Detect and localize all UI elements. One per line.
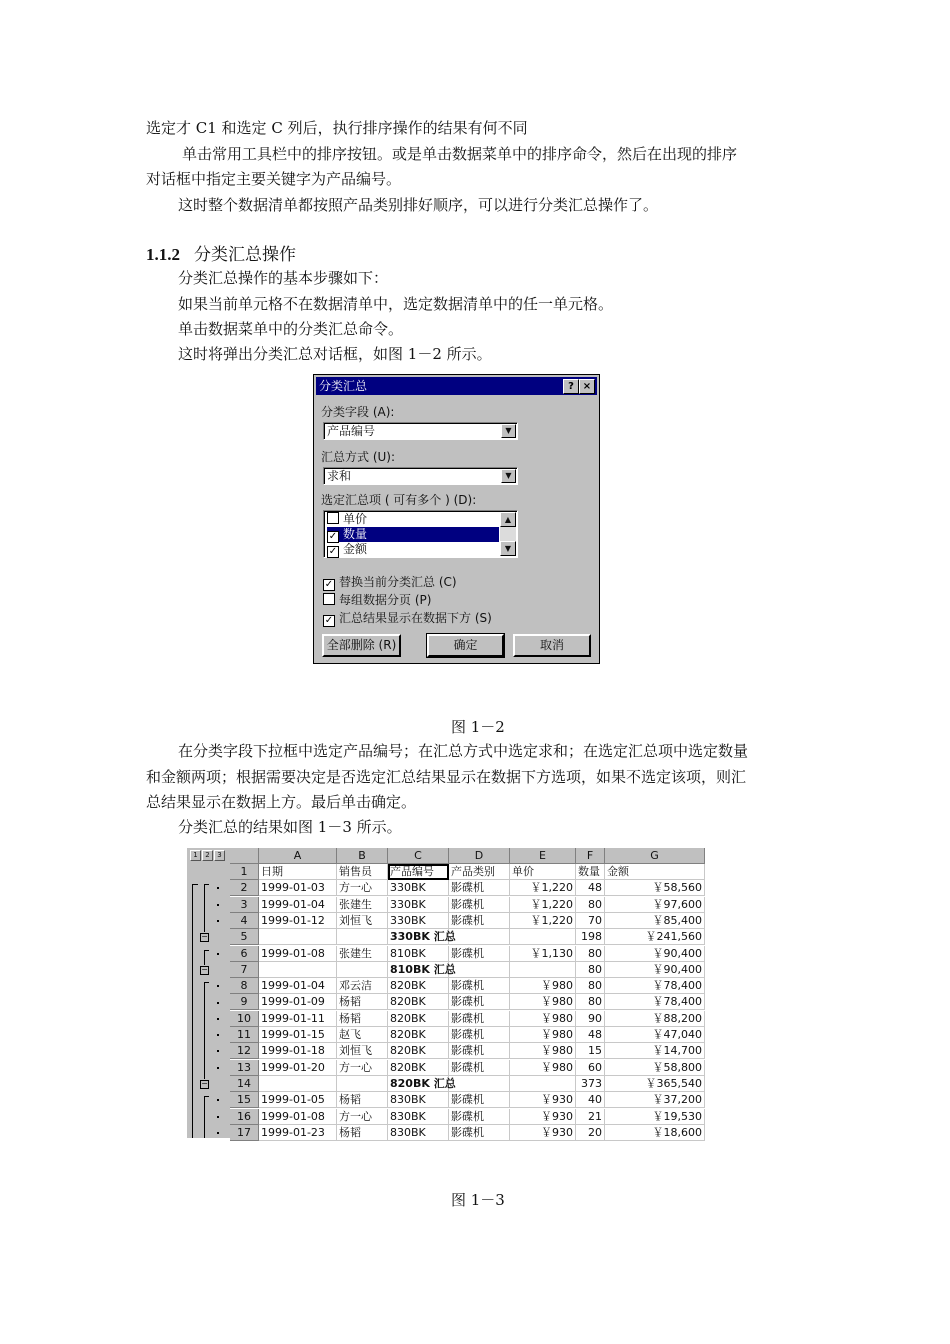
paragraph-result-intro: 分类汇总的结果如图 1－3 所示。 bbox=[178, 818, 402, 836]
section-title: 分类汇总操作 bbox=[194, 245, 296, 265]
table-cell[interactable]: ￥980 bbox=[510, 1060, 576, 1076]
table-cell[interactable]: 影碟机 bbox=[449, 897, 510, 913]
table-cell[interactable]: 820BK bbox=[388, 1043, 449, 1059]
table-cell[interactable] bbox=[510, 962, 576, 978]
table-cell[interactable]: ￥18,600 bbox=[605, 1125, 705, 1141]
list-item[interactable] bbox=[327, 512, 499, 527]
paragraph-step1: 如果当前单元格不在数据清单中，选定数据清单中的任一单元格。 bbox=[178, 295, 614, 313]
table-cell[interactable]: ￥930 bbox=[510, 1125, 576, 1141]
table-cell[interactable]: 90 bbox=[576, 1011, 605, 1027]
column-header[interactable]: A bbox=[259, 848, 337, 864]
figure-caption-1-2: 图 1－2 bbox=[451, 718, 505, 736]
column-header[interactable]: G bbox=[605, 848, 705, 864]
table-cell[interactable]: 20 bbox=[576, 1125, 605, 1141]
table-cell[interactable] bbox=[449, 962, 510, 978]
outline-level-button[interactable]: 2 bbox=[202, 850, 213, 861]
below-option-label: 汇总结果显示在数据下方 (S) bbox=[339, 611, 492, 625]
outline-bracket bbox=[204, 950, 205, 965]
table-cell[interactable]: 方一心 bbox=[337, 1109, 388, 1125]
table-cell[interactable]: 330BK bbox=[388, 880, 449, 896]
table-cell[interactable]: 杨韬 bbox=[337, 1125, 388, 1141]
outline-detail-dot bbox=[217, 1067, 219, 1069]
paragraph-sorted-result: 这时整个数据清单都按照产品类别排好顺序，可以进行分类汇总操作了。 bbox=[178, 196, 659, 214]
outline-detail-dot bbox=[217, 1116, 219, 1118]
header-cell[interactable]: 产品类别 bbox=[449, 864, 510, 880]
table-cell[interactable]: 21 bbox=[576, 1109, 605, 1125]
table-cell[interactable]: 刘恒飞 bbox=[337, 1043, 388, 1059]
table-cell[interactable]: 830BK bbox=[388, 1109, 449, 1125]
outline-bracket bbox=[204, 1096, 205, 1138]
table-cell[interactable]: 820BK bbox=[388, 1060, 449, 1076]
pagebreak-option[interactable] bbox=[323, 591, 431, 608]
table-cell[interactable]: 830BK bbox=[388, 1092, 449, 1108]
table-cell[interactable] bbox=[337, 929, 388, 945]
replace-option[interactable] bbox=[323, 573, 457, 591]
table-cell[interactable]: 830BK bbox=[388, 1125, 449, 1141]
method-dropdown[interactable] bbox=[323, 467, 518, 485]
column-header[interactable]: C bbox=[388, 848, 449, 864]
checkbox-unchecked-icon[interactable] bbox=[327, 512, 339, 524]
chevron-down-icon[interactable]: ▼ bbox=[501, 469, 516, 483]
row-header[interactable]: 14 bbox=[230, 1076, 259, 1092]
row-header[interactable]: 12 bbox=[230, 1043, 259, 1059]
below-option[interactable] bbox=[323, 609, 492, 627]
table-cell[interactable]: 48 bbox=[576, 1027, 605, 1043]
table-cell[interactable]: ￥365,540 bbox=[605, 1076, 705, 1092]
table-cell[interactable]: 330BK bbox=[388, 913, 449, 929]
column-header[interactable]: D bbox=[449, 848, 510, 864]
items-label: 选定汇总项 ( 可有多个 ) (D): bbox=[321, 493, 477, 507]
table-cell[interactable]: 影碟机 bbox=[449, 1092, 510, 1108]
scroll-down-icon[interactable]: ▼ bbox=[500, 541, 516, 556]
outline-detail-dot bbox=[217, 1018, 219, 1020]
row-header[interactable]: 1 bbox=[230, 864, 259, 880]
table-cell[interactable]: 刘恒飞 bbox=[337, 913, 388, 929]
table-cell[interactable]: ￥85,400 bbox=[605, 913, 705, 929]
list-item[interactable] bbox=[327, 527, 499, 542]
row-header[interactable]: 15 bbox=[230, 1092, 259, 1108]
table-cell[interactable]: ￥980 bbox=[510, 1011, 576, 1027]
checkbox-unchecked-icon[interactable] bbox=[323, 593, 335, 605]
table-cell[interactable]: 张建生 bbox=[337, 946, 388, 962]
table-cell[interactable]: 198 bbox=[576, 929, 605, 945]
checkbox-checked-icon[interactable]: ✓ bbox=[324, 579, 334, 590]
table-cell[interactable]: 1999-01-04 bbox=[259, 897, 337, 913]
column-header[interactable]: B bbox=[337, 848, 388, 864]
outline-detail-dot bbox=[217, 1050, 219, 1052]
outline-detail-dot bbox=[217, 904, 219, 906]
table-cell[interactable]: ￥78,400 bbox=[605, 994, 705, 1010]
table-cell[interactable]: ￥88,200 bbox=[605, 1011, 705, 1027]
subtotal-dialog bbox=[313, 374, 600, 664]
table-cell[interactable]: 1999-01-11 bbox=[259, 1011, 337, 1027]
paragraph-instructions-line3: 总结果显示在数据上方。最后单击确定。 bbox=[146, 793, 417, 811]
collapse-group-icon[interactable]: − bbox=[201, 932, 208, 942]
table-cell[interactable]: 15 bbox=[576, 1043, 605, 1059]
table-cell[interactable]: ￥980 bbox=[510, 1027, 576, 1043]
table-cell[interactable] bbox=[337, 962, 388, 978]
row-header[interactable]: 4 bbox=[230, 913, 259, 929]
row-header[interactable]: 3 bbox=[230, 897, 259, 913]
table-cell[interactable]: ￥19,530 bbox=[605, 1109, 705, 1125]
outline-detail-dot bbox=[217, 920, 219, 922]
table-cell[interactable] bbox=[510, 929, 576, 945]
outline-bracket bbox=[204, 982, 205, 1079]
table-cell[interactable]: 80 bbox=[576, 962, 605, 978]
table-cell[interactable]: 330BK bbox=[388, 897, 449, 913]
table-cell[interactable]: 赵飞 bbox=[337, 1027, 388, 1043]
help-button[interactable]: ? bbox=[563, 379, 579, 394]
table-cell[interactable]: ￥58,800 bbox=[605, 1060, 705, 1076]
table-cell[interactable]: 1999-01-09 bbox=[259, 994, 337, 1010]
paragraph-step2: 单击数据菜单中的分类汇总命令。 bbox=[178, 320, 404, 338]
table-cell[interactable]: 820BK bbox=[388, 978, 449, 994]
table-cell[interactable]: 1999-01-12 bbox=[259, 913, 337, 929]
paragraph-sort-line2: 对话框中指定主要关键字为产品编号。 bbox=[146, 170, 402, 188]
cancel-button[interactable]: 取消 bbox=[513, 634, 591, 657]
table-cell[interactable]: 影碟机 bbox=[449, 1043, 510, 1059]
table-cell[interactable]: 820BK 汇总 bbox=[390, 1076, 456, 1090]
table-cell[interactable]: ￥1,220 bbox=[510, 897, 576, 913]
table-cell[interactable]: 1999-01-08 bbox=[259, 1109, 337, 1125]
table-cell[interactable] bbox=[259, 929, 337, 945]
paragraph-steps-intro: 分类汇总操作的基本步骤如下： bbox=[178, 269, 389, 287]
header-cell[interactable]: 产品编号 bbox=[388, 864, 449, 880]
row-header[interactable]: 13 bbox=[230, 1060, 259, 1076]
table-cell[interactable]: 影碟机 bbox=[449, 880, 510, 896]
outline-gutter bbox=[187, 848, 230, 1138]
table-cell[interactable]: ￥241,560 bbox=[605, 929, 705, 945]
outline-detail-dot bbox=[217, 953, 219, 955]
list-item[interactable] bbox=[327, 542, 499, 557]
table-cell[interactable]: 影碟机 bbox=[449, 1011, 510, 1027]
table-cell[interactable]: 影碟机 bbox=[449, 946, 510, 962]
checkbox-checked-icon[interactable]: ✓ bbox=[328, 546, 338, 557]
chevron-down-icon[interactable]: ▼ bbox=[501, 424, 516, 438]
table-cell[interactable]: 张建生 bbox=[337, 897, 388, 913]
list-item-label: 单价 bbox=[343, 512, 368, 526]
field-dropdown[interactable] bbox=[323, 422, 518, 440]
table-cell[interactable]: 40 bbox=[576, 1092, 605, 1108]
paragraph-instructions-line2: 和金额两项；根据需要决定是否选定汇总结果显示在数据下方选项，如果不选定该项，则汇 bbox=[146, 768, 747, 786]
table-cell[interactable]: 杨韬 bbox=[337, 1092, 388, 1108]
table-cell[interactable]: 80 bbox=[576, 897, 605, 913]
table-cell[interactable]: 820BK bbox=[388, 994, 449, 1010]
table-cell[interactable] bbox=[259, 962, 337, 978]
table-cell[interactable]: 810BK bbox=[388, 946, 449, 962]
remove-all-button[interactable]: 全部删除 (R) bbox=[322, 634, 401, 657]
list-scrollbar[interactable] bbox=[500, 512, 516, 556]
column-header[interactable]: E bbox=[510, 848, 576, 864]
scroll-up-icon[interactable]: ▲ bbox=[500, 512, 516, 527]
table-cell[interactable]: ￥97,600 bbox=[605, 897, 705, 913]
table-cell[interactable]: 邓云洁 bbox=[337, 978, 388, 994]
section-heading bbox=[146, 240, 296, 265]
outline-detail-dot bbox=[217, 1132, 219, 1134]
table-cell[interactable]: ￥930 bbox=[510, 1092, 576, 1108]
paragraph-question: 选定才 C1 和选定 C 列后，执行排序操作的结果有何不同 bbox=[146, 119, 528, 137]
table-cell[interactable]: ￥1,220 bbox=[510, 880, 576, 896]
row-header[interactable]: 11 bbox=[230, 1027, 259, 1043]
table-cell[interactable]: 影碟机 bbox=[449, 1109, 510, 1125]
table-cell[interactable]: 80 bbox=[576, 978, 605, 994]
row-header[interactable]: 5 bbox=[230, 929, 259, 945]
table-cell[interactable]: ￥90,400 bbox=[605, 946, 705, 962]
table-cell[interactable]: 1999-01-15 bbox=[259, 1027, 337, 1043]
collapse-group-icon[interactable]: − bbox=[201, 964, 208, 974]
table-cell[interactable]: ￥78,400 bbox=[605, 978, 705, 994]
header-cell[interactable]: 日期 bbox=[259, 864, 337, 880]
list-item-label: 数量 bbox=[343, 527, 368, 541]
table-cell[interactable]: 方一心 bbox=[337, 1060, 388, 1076]
pagebreak-option-label: 每组数据分页 (P) bbox=[339, 593, 432, 607]
table-cell[interactable]: ￥930 bbox=[510, 1109, 576, 1125]
table-cell[interactable]: 影碟机 bbox=[449, 994, 510, 1010]
row-header[interactable]: 8 bbox=[230, 978, 259, 994]
table-cell[interactable]: 1999-01-23 bbox=[259, 1125, 337, 1141]
subtotal-spreadsheet bbox=[187, 848, 705, 1138]
items-listbox[interactable] bbox=[323, 510, 518, 558]
table-cell[interactable] bbox=[449, 1076, 510, 1092]
outline-detail-dot bbox=[217, 985, 219, 987]
table-cell[interactable]: 1999-01-08 bbox=[259, 946, 337, 962]
header-cell[interactable]: 数量 bbox=[576, 864, 605, 880]
outline-bracket bbox=[204, 884, 205, 932]
table-cell[interactable]: 810BK 汇总 bbox=[390, 962, 456, 976]
outline-bracket bbox=[192, 884, 193, 1138]
outline-level-button[interactable]: 1 bbox=[190, 850, 201, 861]
row-header[interactable]: 17 bbox=[230, 1125, 259, 1141]
table-cell[interactable]: 330BK 汇总 bbox=[390, 930, 456, 944]
row-header[interactable]: 9 bbox=[230, 994, 259, 1010]
table-cell[interactable]: 820BK bbox=[388, 1011, 449, 1027]
section-number: 1.1.2 bbox=[146, 245, 180, 264]
paragraph-step3: 这时将弹出分类汇总对话框，如图 1－2 所示。 bbox=[178, 345, 492, 363]
table-cell[interactable]: 1999-01-20 bbox=[259, 1060, 337, 1076]
table-cell[interactable]: 影碟机 bbox=[449, 1125, 510, 1141]
table-cell[interactable]: 影碟机 bbox=[449, 1027, 510, 1043]
table-cell[interactable]: 373 bbox=[576, 1076, 605, 1092]
row-header[interactable]: 2 bbox=[230, 880, 259, 896]
table-cell[interactable]: ￥1,130 bbox=[510, 946, 576, 962]
table-cell[interactable]: 1999-01-04 bbox=[259, 978, 337, 994]
close-button[interactable]: × bbox=[579, 379, 595, 394]
outline-detail-dot bbox=[217, 1034, 219, 1036]
table-cell[interactable] bbox=[259, 1076, 337, 1092]
method-dropdown-value: 求和 bbox=[327, 469, 352, 483]
table-cell[interactable]: 80 bbox=[576, 994, 605, 1010]
table-cell[interactable]: 1999-01-03 bbox=[259, 880, 337, 896]
table-cell[interactable]: 方一心 bbox=[337, 880, 388, 896]
paragraph-sort-line1: 单击常用工具栏中的排序按钮。或是单击数据菜单中的排序命令，然后在出现的排序 bbox=[182, 145, 738, 163]
checkbox-checked-icon[interactable]: ✓ bbox=[324, 615, 334, 626]
row-header[interactable]: 10 bbox=[230, 1011, 259, 1027]
table-cell[interactable]: 杨韬 bbox=[337, 994, 388, 1010]
table-cell[interactable]: 60 bbox=[576, 1060, 605, 1076]
dialog-titlebar bbox=[316, 377, 597, 395]
outline-level-button[interactable]: 3 bbox=[214, 850, 225, 861]
figure-caption-1-3: 图 1－3 bbox=[451, 1191, 505, 1209]
outline-detail-dot bbox=[217, 1099, 219, 1101]
table-cell[interactable]: ￥980 bbox=[510, 1043, 576, 1059]
table-cell[interactable] bbox=[510, 1076, 576, 1092]
table-cell[interactable]: ￥90,400 bbox=[605, 962, 705, 978]
table-cell[interactable]: ￥58,560 bbox=[605, 880, 705, 896]
outline-detail-dot bbox=[217, 1002, 219, 1004]
table-cell[interactable]: ￥980 bbox=[510, 994, 576, 1010]
table-cell[interactable]: 1999-01-05 bbox=[259, 1092, 337, 1108]
paragraph-instructions-line1: 在分类字段下拉框中选定产品编号；在汇总方式中选定求和；在选定汇总项中选定数量 bbox=[178, 742, 749, 760]
column-header[interactable]: F bbox=[576, 848, 605, 864]
table-cell[interactable] bbox=[449, 929, 510, 945]
list-item-label: 金额 bbox=[343, 542, 368, 556]
table-cell[interactable]: 影碟机 bbox=[449, 913, 510, 929]
field-label: 分类字段 (A): bbox=[321, 405, 395, 419]
table-cell[interactable]: 1999-01-18 bbox=[259, 1043, 337, 1059]
replace-option-label: 替换当前分类汇总 (C) bbox=[339, 575, 457, 589]
table-cell[interactable]: 820BK bbox=[388, 1027, 449, 1043]
table-cell[interactable] bbox=[337, 1076, 388, 1092]
table-cell[interactable]: ￥37,200 bbox=[605, 1092, 705, 1108]
field-dropdown-value: 产品编号 bbox=[327, 424, 376, 438]
method-label: 汇总方式 (U): bbox=[321, 450, 396, 464]
header-cell[interactable]: 销售员 bbox=[337, 864, 388, 880]
table-cell[interactable]: ￥47,040 bbox=[605, 1027, 705, 1043]
ok-button[interactable]: 确定 bbox=[427, 634, 504, 657]
row-header[interactable]: 16 bbox=[230, 1109, 259, 1125]
collapse-group-icon[interactable]: − bbox=[201, 1079, 208, 1089]
header-cell[interactable]: 金额 bbox=[605, 864, 705, 880]
row-header[interactable]: 6 bbox=[230, 946, 259, 962]
table-cell[interactable]: ￥980 bbox=[510, 978, 576, 994]
outline-detail-dot bbox=[217, 887, 219, 889]
table-cell[interactable]: 48 bbox=[576, 880, 605, 896]
table-cell[interactable]: 杨韬 bbox=[337, 1011, 388, 1027]
table-cell[interactable]: ￥14,700 bbox=[605, 1043, 705, 1059]
table-cell[interactable]: ￥1,220 bbox=[510, 913, 576, 929]
table-cell[interactable]: 70 bbox=[576, 913, 605, 929]
table-cell[interactable]: 影碟机 bbox=[449, 1060, 510, 1076]
table-cell[interactable]: 80 bbox=[576, 946, 605, 962]
select-all-corner[interactable] bbox=[230, 848, 259, 864]
checkbox-checked-icon[interactable]: ✓ bbox=[328, 531, 338, 542]
dialog-title: 分类汇总 bbox=[319, 379, 368, 393]
header-cell[interactable]: 单价 bbox=[510, 864, 576, 880]
row-header[interactable]: 7 bbox=[230, 962, 259, 978]
table-cell[interactable]: 影碟机 bbox=[449, 978, 510, 994]
